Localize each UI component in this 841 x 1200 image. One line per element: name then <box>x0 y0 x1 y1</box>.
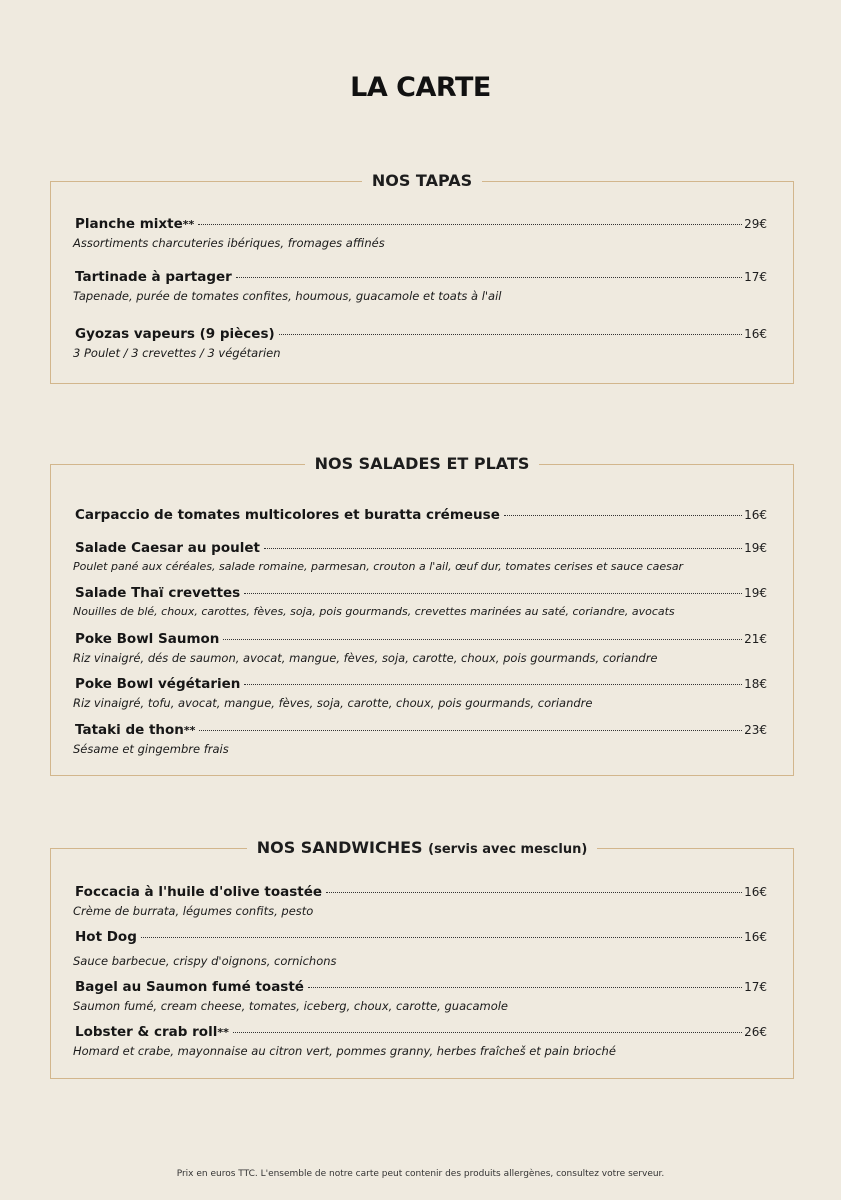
allergen-stars: ** <box>183 724 196 737</box>
item-price: 16€ <box>744 508 767 522</box>
item-price: 19€ <box>744 586 767 600</box>
item-description: Riz vinaigré, tofu, avocat, mangue, fèves, soja, carotte, choux, pois gourmands, coriandre <box>73 696 593 710</box>
item-price: 17€ <box>744 270 767 284</box>
item-price: 18€ <box>744 677 767 691</box>
section-title-text: NOS TAPAS <box>371 171 473 190</box>
menu-item <box>75 979 767 1013</box>
menu-item <box>75 540 767 573</box>
item-price: 26€ <box>744 1025 767 1039</box>
menu-item <box>75 216 767 250</box>
dot-leader <box>504 515 742 516</box>
dot-leader <box>264 548 742 549</box>
item-description: Homard et crabe, mayonnaise au citron vert, pommes granny, herbes fraîcheš et pain brioché <box>73 1044 616 1058</box>
footer-note: Prix en euros TTC. L'ensemble de notre carte peut contenir des produits allergènes, consultez votre serveur. <box>176 1169 665 1179</box>
item-name: Tataki de thon <box>75 722 184 738</box>
dot-leader <box>236 277 742 278</box>
menu-item <box>75 929 767 968</box>
dot-leader <box>141 937 742 938</box>
item-name: Foccacia à l'huile d'olive toastée <box>75 884 323 900</box>
dot-leader <box>326 892 742 893</box>
item-name: Lobster & crab roll <box>75 1024 218 1040</box>
section-title <box>51 169 793 193</box>
menu-item <box>75 507 767 523</box>
item-description: Riz vinaigré, dés de saumon, avocat, mangue, fèves, soja, carotte, choux, pois gourmands, coriandre <box>73 651 658 665</box>
section-title-text: NOS SALADES ET PLATS <box>314 454 530 473</box>
item-price: 21€ <box>744 632 767 646</box>
section-title-text: NOS SANDWICHES <box>256 838 423 857</box>
item-name: Tartinade à partager <box>75 269 232 285</box>
item-description: Nouilles de blé, choux, carottes, fèves, soja, pois gourmands, crevettes marinées au saté, coriandre, avocats <box>73 605 675 618</box>
dot-leader <box>198 224 742 225</box>
section-title <box>51 836 793 860</box>
dot-leader <box>279 334 742 335</box>
menu-item <box>75 631 767 665</box>
item-name: Poke Bowl Saumon <box>75 631 220 647</box>
item-description: Poulet pané aux céréales, salade romaine, parmesan, crouton a l'ail, œuf dur, tomates cerises et sauce caesar <box>73 560 684 573</box>
menu-item <box>75 585 767 618</box>
menu-item <box>75 884 767 918</box>
dot-leader <box>223 639 742 640</box>
item-price: 23€ <box>744 723 767 737</box>
menu-item <box>75 269 767 303</box>
dot-leader <box>308 987 742 988</box>
item-name: Salade Caesar au poulet <box>75 540 260 556</box>
item-price: 16€ <box>744 930 767 944</box>
item-price: 16€ <box>744 327 767 341</box>
menu-item <box>75 676 767 710</box>
item-name: Salade Thaï crevettes <box>75 585 241 601</box>
section-salades-plats <box>50 454 794 776</box>
item-description: Saumon fumé, cream cheese, tomates, iceberg, choux, carotte, guacamole <box>73 999 509 1013</box>
allergen-stars: ** <box>182 218 195 231</box>
dot-leader <box>199 730 742 731</box>
menu-item <box>75 1024 767 1058</box>
item-price: 19€ <box>744 541 767 555</box>
item-name: Gyozas vapeurs (9 pièces) <box>75 326 275 342</box>
dot-leader <box>233 1032 742 1033</box>
item-name: Planche mixte <box>75 216 183 232</box>
item-name: Bagel au Saumon fumé toasté <box>75 979 304 995</box>
item-description: Sauce barbecue, crispy d'oignons, cornichons <box>73 954 337 968</box>
menu-item <box>75 722 767 756</box>
item-description: Assortiments charcuteries ibériques, fromages affinés <box>73 236 385 250</box>
item-description: Crème de burrata, légumes confits, pesto <box>73 904 314 918</box>
page-title: LA CARTE <box>350 72 491 103</box>
item-price: 29€ <box>744 217 767 231</box>
section-tapas <box>50 171 794 384</box>
item-name: Carpaccio de tomates multicolores et buratta crémeuse <box>75 507 500 523</box>
section-subtitle: (servis avec mesclun) <box>428 842 588 857</box>
dot-leader <box>244 593 742 594</box>
dot-leader <box>244 684 742 685</box>
item-description: Sésame et gingembre frais <box>73 742 229 756</box>
item-price: 17€ <box>744 980 767 994</box>
item-name: Hot Dog <box>75 929 137 945</box>
menu-item <box>75 326 767 360</box>
section-title <box>51 452 793 476</box>
item-price: 16€ <box>744 885 767 899</box>
item-description: Tapenade, purée de tomates confites, houmous, guacamole et toats à l'ail <box>73 289 502 303</box>
section-sandwiches <box>50 838 794 1079</box>
item-name: Poke Bowl végétarien <box>75 676 241 692</box>
allergen-stars: ** <box>217 1026 229 1039</box>
item-description: 3 Poulet / 3 crevettes / 3 végétarien <box>73 346 281 360</box>
